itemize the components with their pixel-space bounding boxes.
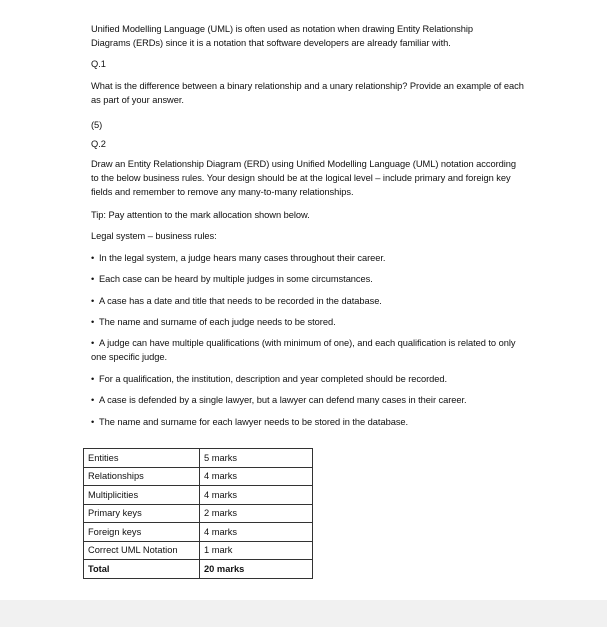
table-cell-item: Multiplicities [84, 486, 200, 505]
table-row [84, 504, 313, 523]
table-cell-marks: 1 mark [200, 541, 313, 560]
list-item [91, 393, 467, 407]
q1-question: What is the difference between a binary relationship and a unary relationship? Provide an example of each as part of your answer. [91, 81, 524, 105]
table-cell-marks: 5 marks [200, 449, 313, 468]
bullet-icon: • [91, 395, 95, 405]
rules-heading: Legal system – business rules: [91, 231, 217, 241]
table-cell-item: Correct UML Notation [84, 541, 200, 560]
table-row [84, 486, 313, 505]
table-cell-marks: 2 marks [200, 504, 313, 523]
table-row [84, 523, 313, 542]
list-item [91, 294, 382, 308]
table-cell-item: Relationships [84, 467, 200, 486]
rule-text: A judge can have multiple qualifications (with minimum of one), and each qualification is related to only one specific judge. [91, 338, 516, 362]
table-cell-item: Foreign keys [84, 523, 200, 542]
rule-text: A case has a date and title that needs to be recorded in the database. [99, 296, 382, 306]
rule-text: Each case can be heard by multiple judges in some circumstances. [99, 274, 373, 284]
bullet-icon: • [91, 274, 95, 284]
table-cell-marks: 4 marks [200, 486, 313, 505]
page-footer-strip [0, 600, 607, 627]
q1-label: Q.1 [91, 59, 106, 69]
list-item [91, 315, 336, 329]
table-cell-item: Primary keys [84, 504, 200, 523]
list-item [91, 251, 385, 265]
bullet-icon: • [91, 317, 95, 327]
tip-text: Tip: Pay attention to the mark allocation shown below. [91, 210, 310, 220]
list-item [91, 372, 447, 386]
q2-instruction: Draw an Entity Relationship Diagram (ERD) using Unified Modelling Language (UML) notation according to the below business rules. Your design should be at the logical level – include primary and foreign key fields and remember to remove any many-to-many relationships. [91, 159, 516, 197]
rule-text: For a qualification, the institution, description and year completed should be recorded. [99, 374, 448, 384]
q2-label: Q.2 [91, 139, 106, 149]
bullet-icon: • [91, 417, 95, 427]
table-total-row [84, 560, 313, 579]
rule-text: In the legal system, a judge hears many cases throughout their career. [99, 253, 386, 263]
table-cell-marks: 4 marks [200, 523, 313, 542]
list-item [91, 272, 373, 286]
bullet-icon: • [91, 338, 95, 348]
q1-marks: (5) [91, 120, 103, 130]
intro-paragraph: Unified Modelling Language (UML) is often used as notation when drawing Entity Relationship Diagrams (ERDs) since it is a notation that software developers are already familiar with. [91, 24, 474, 48]
list-item [91, 415, 408, 429]
table-cell-item: Entities [84, 449, 200, 468]
bullet-icon: • [91, 296, 95, 306]
table-cell-marks: 4 marks [200, 467, 313, 486]
table-cell-total-marks: 20 marks [200, 560, 313, 579]
list-item [91, 336, 529, 364]
table-row [84, 467, 313, 486]
bullet-icon: • [91, 374, 95, 384]
rule-text: The name and surname for each lawyer needs to be stored in the database. [99, 417, 409, 427]
mark-allocation-table [83, 448, 313, 579]
rule-text: The name and surname of each judge needs to be stored. [99, 317, 336, 327]
rule-text: A case is defended by a single lawyer, but a lawyer can defend many cases in their career. [99, 395, 467, 405]
table-row [84, 541, 313, 560]
table-row [84, 449, 313, 468]
table-cell-total-label: Total [84, 560, 200, 579]
bullet-icon: • [91, 253, 95, 263]
